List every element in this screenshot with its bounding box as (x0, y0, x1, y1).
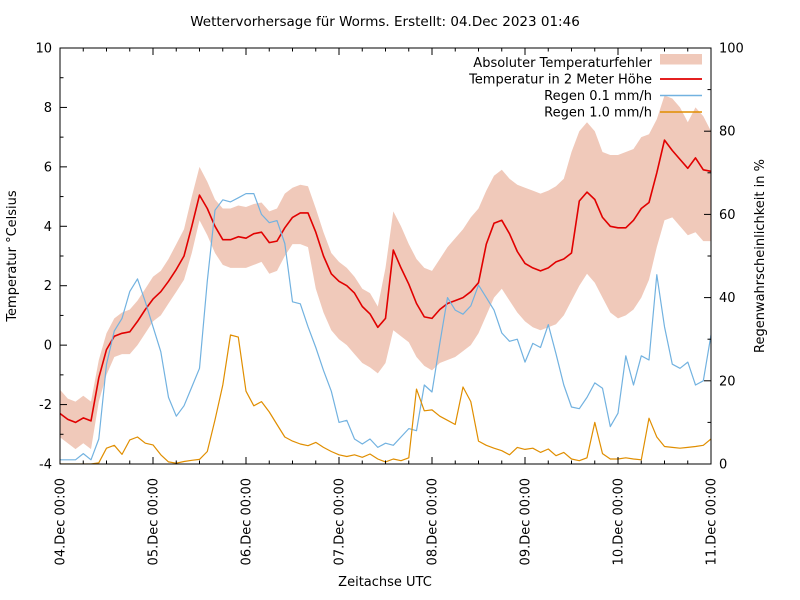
y-tick-label: 8 (43, 100, 52, 116)
y2-tick-label: 20 (719, 374, 736, 390)
legend-label: Regen 0.1 mm/h (544, 89, 652, 104)
chart-title: Wettervorhersage für Worms. Erstellt: 04.Dec 2023 01:46 (190, 14, 580, 30)
y-tick-label: -2 (39, 398, 52, 414)
legend-entry (468, 73, 702, 88)
y2-axis-title: Regenwahrscheinlichkeit in % (753, 159, 768, 353)
error-band-area (60, 96, 711, 450)
x-tick-label: 11.Dec 00:00 (704, 478, 720, 566)
x-tick-label: 09.Dec 00:00 (518, 478, 534, 566)
x-tick-label: 06.Dec 00:00 (239, 478, 255, 566)
legend-entry (544, 89, 702, 104)
y2-tick-label: 60 (719, 207, 736, 223)
legend-label: Regen 1.0 mm/h (544, 105, 652, 121)
y-tick-label: 10 (35, 41, 52, 57)
x-tick-label: 04.Dec 00:00 (53, 478, 69, 566)
series-layer (60, 96, 711, 465)
y-tick-label: -4 (39, 457, 52, 473)
y-tick-label: 2 (43, 279, 52, 295)
y2-tick-label: 0 (719, 457, 728, 473)
y2-tick-label: 40 (719, 291, 736, 307)
y-tick-label: 4 (43, 219, 52, 235)
legend-entry (473, 54, 702, 71)
x-tick-label: 08.Dec 00:00 (425, 478, 441, 566)
x-tick-label: 05.Dec 00:00 (146, 478, 162, 566)
legend-label: Temperatur in 2 Meter Höhe (469, 72, 652, 88)
y2-tick-label: 100 (719, 41, 744, 57)
y2-tick-label: 80 (719, 124, 736, 140)
legend-label: Absoluter Temperaturfehler (473, 56, 652, 71)
x-tick-label: 07.Dec 00:00 (332, 478, 348, 566)
x-axis-title: Zeitachse UTC (338, 575, 432, 590)
y-tick-label: 0 (43, 338, 52, 354)
y-tick-label: 6 (43, 160, 52, 176)
x-tick-label: 10.Dec 00:00 (611, 478, 627, 566)
y-axis-title: Temperatur °Celsius (5, 190, 20, 322)
legend-band-swatch (660, 54, 702, 65)
